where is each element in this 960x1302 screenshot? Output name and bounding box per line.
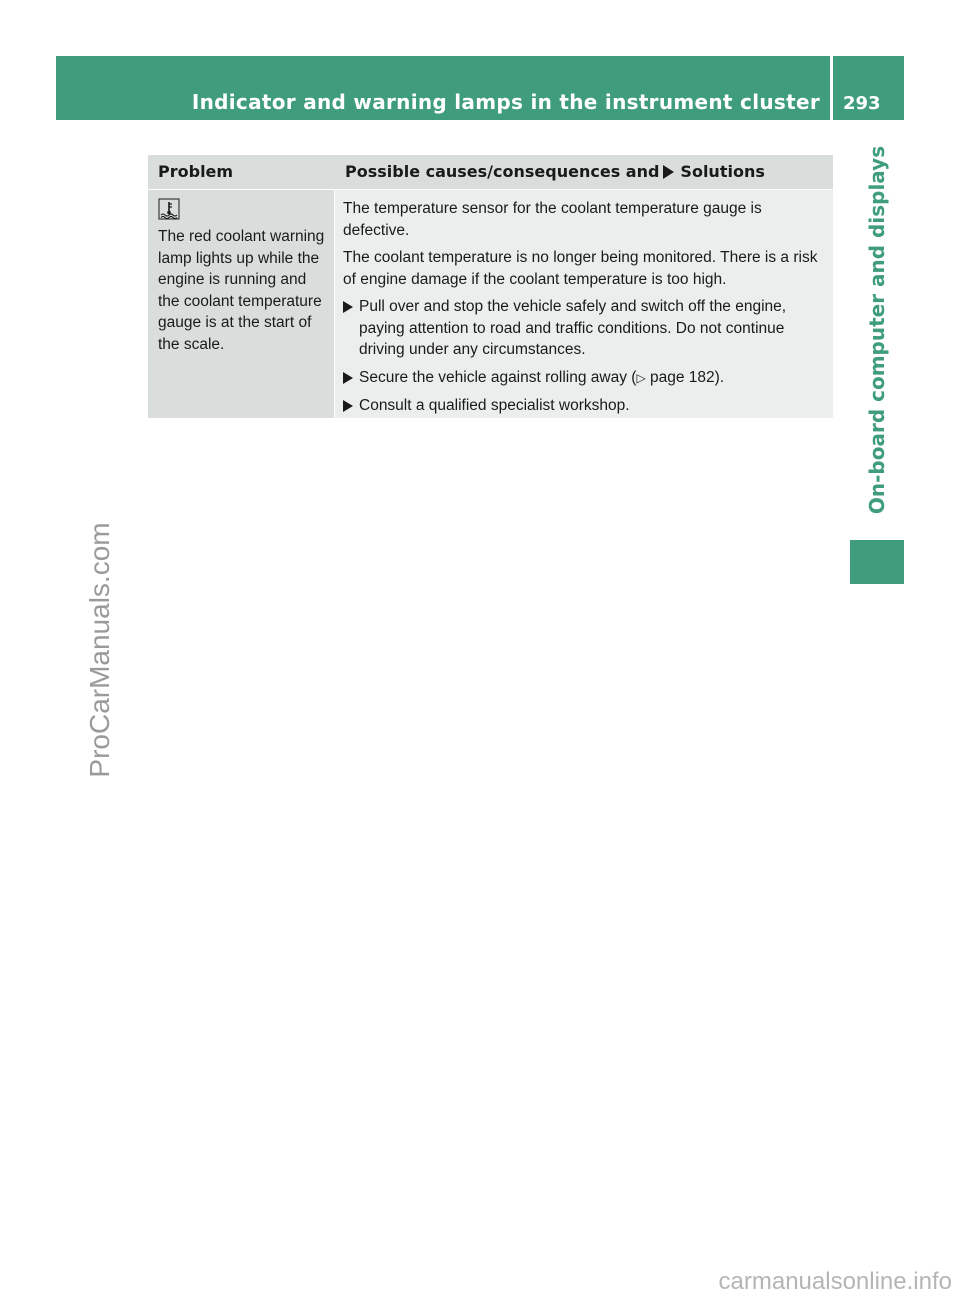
problem-cell (148, 190, 335, 418)
page-reference-icon: ▷ (636, 370, 646, 385)
header-solutions-text: Solutions (680, 162, 765, 181)
header-bar (56, 56, 830, 120)
page-number-box (833, 56, 904, 120)
solution-step (343, 395, 827, 417)
consequence-paragraph: The coolant temperature is no longer being monitored. There is a risk of engine damage if the coolant temperature is too high. (343, 249, 818, 288)
solution-arrow-icon (663, 165, 674, 179)
section-side-block (850, 540, 904, 584)
causes-solutions-cell (335, 190, 833, 418)
step-text: Consult a qualified specialist workshop. (359, 397, 630, 414)
page-header-title: Indicator and warning lamps in the instrument cluster (191, 90, 820, 114)
page-number: 293 (843, 93, 881, 114)
solution-step (343, 296, 827, 361)
solution-step (343, 367, 827, 390)
section-side-tab (850, 122, 904, 538)
problem-solution-table (148, 155, 833, 418)
step-arrow-icon (343, 367, 359, 390)
step-text (359, 367, 827, 390)
table-header-row (148, 155, 833, 190)
table-row (148, 190, 833, 418)
step-text: Pull over and stop the vehicle safely and switch off the engine, paying attention to road and traffic conditions. Do not continue driving under any circumstances. (359, 298, 787, 358)
step-arrow-icon (343, 395, 359, 417)
watermark-bottom: carmanualsonline.info (718, 1268, 952, 1295)
step-arrow-icon (343, 296, 359, 361)
step-text-main: Secure the vehicle against rolling away ( (359, 368, 637, 386)
header-causes-solutions (335, 155, 833, 189)
coolant-temperature-icon (158, 198, 180, 220)
section-side-tab-label: On-board computer and displays (865, 145, 889, 515)
problem-description: The red coolant warning lamp lights up while the engine is running and the coolant temperature gauge is at the start of the scale. (158, 228, 325, 353)
watermark-left: ProCarManuals.com (84, 522, 115, 778)
header-causes-text: Possible causes/consequences and (345, 162, 660, 181)
cause-paragraph: The temperature sensor for the coolant temperature gauge is defective. (343, 200, 762, 239)
page-reference-link[interactable]: page 182). (649, 368, 725, 386)
header-problem: Problem (158, 162, 234, 181)
